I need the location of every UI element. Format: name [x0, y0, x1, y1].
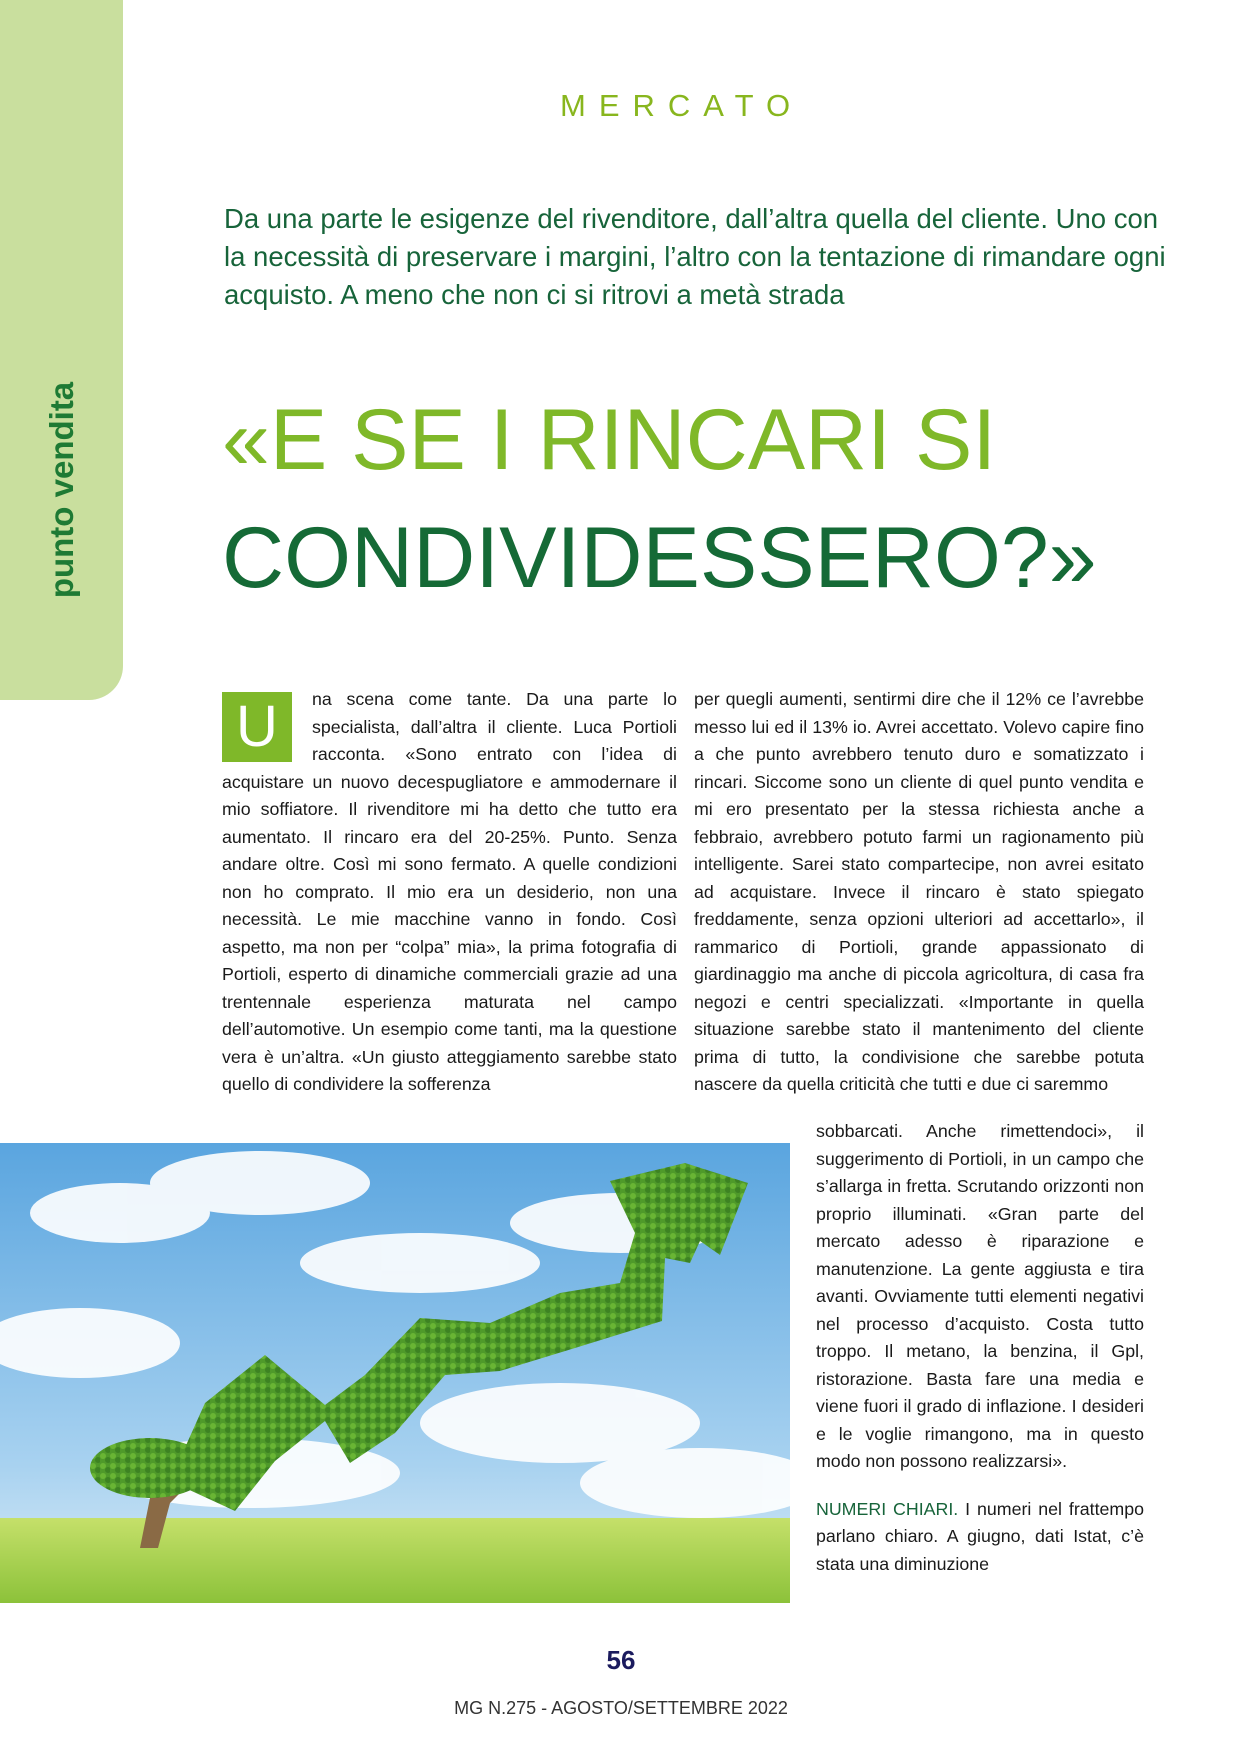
sidebar-label-text: punto vendita — [43, 381, 80, 599]
article-column-1 — [222, 686, 677, 1099]
standfirst: Da una parte le esigenze del rivenditore, dall’altra quella del cliente. Uno con la necessità di preservare i margini, l’altro con la tentazione di rimandare ogni acquisto. A meno che non ci si ritrovi a metà strada — [224, 203, 1166, 310]
sidebar-label — [0, 360, 123, 620]
tree-arrow-photo-icon — [0, 1143, 790, 1603]
section-label: MERCATO — [560, 88, 804, 123]
article-column-3b-text: I numeri nel frattempo parlano chiaro. A giugno, dati Istat, c’è stata una diminuzione — [816, 1498, 1144, 1574]
subhead: NUMERI CHIARI. — [816, 1498, 959, 1519]
article-column-2 — [694, 686, 1144, 1099]
article-column-1-text: na scena come tante. Da una parte lo specialista, dall’altra il cliente. Luca Portioli racconta. «Sono entrato con l’idea di acquistare un nuovo decespugliatore e ammodernare il mio soffiatore. Il rivenditore mi ha detto che tutto era aumentato. Il rincaro era del 20-25%. Punto. Senza andare oltre. Così mi sono fermato. A quelle condizioni non ho comprato. Il mio era un desiderio, non una necessità. Le mie macchine vanno in fondo. Così aspetto, ma non per “colpa” mia», la prima fotografia di Portioli, esperto di dinamiche commerciali grazie ad una trentennale esperienza maturata nel campo dell’automotive. Un esempio come tanti, ma la questione vera è un’altra. «Un giusto atteggiamento sarebbe stato quello di condividere la sofferenza — [222, 689, 677, 1094]
article-column-2-text: per quegli aumenti, sentirmi dire che il 12% ce l’avrebbe messo lui ed il 13% io. Avrei accettato. Volevo capire fino a che punto avrebbero tenuto duro e somatizzato i rincari. Siccome sono un cliente di quel punto vendita e mi ero presentato per la stessa richiesta anche a febbraio, avrebbero potuto farmi un ragionamento più intelligente. Sarei stato compartecipe, non avrei esitato ad acquistare. Invece il rincaro è stato spiegato freddamente, senza opzioni ulteriori ad accettarlo», il rammarico di Portioli, grande appassionato di giardinaggio ma anche di piccola agricoltura, di casa fra negozi e centri specializzati. «Importante in quella situazione sarebbe stato il mantenimento del cliente prima di tutto, la condivisione che sarebbe potuta nascere da quella criticità che tutti e due ci saremmo — [694, 689, 1144, 1094]
headline-line-2: CONDIVIDESSERO?» — [222, 510, 1097, 606]
article-column-3-text: sobbarcati. Anche rimettendoci», il suggerimento di Portioli, in un campo che s’allarga in fretta. Scrutando orizzonti non proprio illuminati. «Gran parte del mercato adesso è riparazione e manutenzione. La gente aggiusta e tira avanti. Ovviamente tutti elementi negativi nel processo d’acquisto. Costa tutto troppo. Il metano, la benzina, il Gpl, ristorazione. Basta fare una media e viene fuori il grado di inflazione. I desideri e le voglie rimangono, ma in questo modo non possono realizzarsi». — [816, 1121, 1144, 1471]
issue-info: MG N.275 - AGOSTO/SETTEMBRE 2022 — [454, 1698, 788, 1718]
page-number: 56 — [606, 1645, 636, 1675]
headline-line-1: «E SE I RINCARI SI — [222, 392, 997, 488]
article-column-3 — [816, 1118, 1144, 1578]
dropcap: U — [222, 692, 292, 762]
